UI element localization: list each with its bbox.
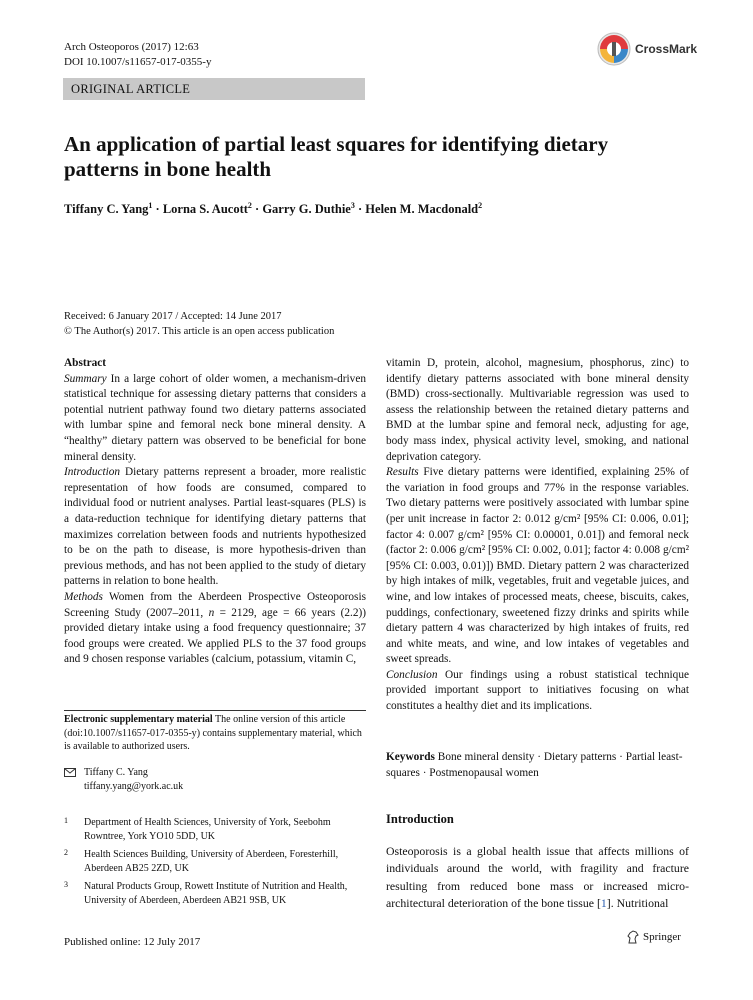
- keywords-label: Keywords: [386, 751, 435, 763]
- correspondence: [64, 766, 183, 793]
- author-name[interactable]: Lorna S. Aucott: [162, 202, 248, 217]
- supplementary-material-note: [64, 710, 366, 754]
- abstract-right-column: [386, 356, 689, 715]
- methods-text: Women from the Aberdeen Prospective Osteoporosis Screening Study (2007–2011,: [64, 590, 366, 619]
- author-list: Tiffany C. Yang$^1$ · Lorna S. Aucott$^2$ · Garry G. Duthie$^3$ · Helen M. Macdonald$^2$: [64, 201, 483, 217]
- summary-text: In a large cohort of older women, a mechanism-driven statistical technique for assessing dietary patterns that considers a potential nutrient pathway found two dietary patterns associated with lumbar spine and femoral neck bone mineral density. A “healthy” dietary pattern was observed to be beneficial for bone mineral density.: [64, 372, 366, 463]
- doi-line: DOI 10.1007/s11657-017-0355-y: [64, 56, 212, 68]
- affiliation-number: 3: [64, 880, 68, 889]
- article-type-banner: ORIGINAL ARTICLE: [63, 78, 365, 100]
- author-name[interactable]: Garry G. Duthie: [262, 202, 351, 217]
- crossmark-badge[interactable]: [597, 31, 717, 67]
- methods-text-continued: = 2129, age = 66 years (2.2)) provided dietary intake using a food frequency questionnaire; 37 food groups were created. We applied PLS to the 37 food groups and 9 chosen response variables (calcium, potassium, vitamin C,: [64, 606, 366, 666]
- introduction-paragraph: Osteoporosis is a global health issue that affects millions of individuals around the world, with fragility and fracture resulting from reduced bone mass or increased micro-architectural deterioration of the bone tissue [: [386, 844, 689, 910]
- copyright-notice: © The Author(s) 2017. This article is an open access publication: [64, 326, 335, 337]
- affiliation-item: [64, 816, 366, 843]
- affiliation-text: Department of Health Sciences, University of York, Seebohm Rowntree, York YO10 5DD, UK: [84, 817, 331, 842]
- keywords-text: Bone mineral density · Dietary patterns · Partial least-squares · Postmenopausal women: [386, 751, 683, 779]
- keywords: [386, 750, 689, 781]
- correspondence-email[interactable]: tiffany.yang@york.ac.uk: [84, 780, 184, 792]
- methods-n: n: [208, 606, 215, 619]
- abstract-results: [386, 465, 689, 668]
- received-accepted: Received: 6 January 2017 / Accepted: 14 June 2017: [64, 311, 282, 322]
- results-text: Five dietary patterns were identified, explaining 25% of the variation in food groups and 77% in the response variables. Two dietary patterns were positively associated with lumbar spine (per unit increase in factor 2: 0.012 g/cm² [95% CI: 0.006, 0.01]; factor 4: 0.007 g/cm² [95% CI: 0.00001, 0.01]) and femoral neck (factor 2: 0.006 g/cm² [95% CI: 0.002, 0.01]; factor 4: 0.008 g/cm² [95% CI: 0.003, 0.01)]) BMD. Dietary pattern 2 was characterized by high intakes of milk, vegetables, fruit and vegetable juices, and wine, and low intakes of processed meats, cheese, biscuits, cakes, puddings, confectionary, sweetened fizzy drinks and spirits while dietary pattern 4 was characterized by high intakes of fruits, red and white meats, and wine, and low intakes of vegetables and sweet spreads.: [386, 466, 689, 666]
- abstract-introduction: [64, 465, 366, 590]
- affiliation-item: [64, 848, 366, 875]
- journal-header: [64, 40, 211, 70]
- abstract-summary: [64, 372, 366, 466]
- author-affiliation-ref: 3: [350, 201, 355, 210]
- introduction-heading: Introduction: [386, 812, 454, 826]
- correspondence-name: Tiffany C. Yang: [84, 767, 148, 778]
- author-name[interactable]: Tiffany C. Yang: [64, 202, 149, 217]
- author-affiliation-ref: 2: [247, 201, 252, 210]
- esm-text-end: ) contains supplementary material, which is available to authorized users.: [64, 727, 362, 752]
- citation-link[interactable]: 1: [600, 895, 607, 910]
- envelope-icon: [64, 768, 76, 777]
- results-label: Results: [386, 466, 419, 479]
- introduction-label: Introduction: [64, 466, 121, 479]
- esm-label: Electronic supplementary material: [64, 714, 213, 725]
- introduction-text: Dietary patterns represent a broader, more realistic representation of how foods are consumed, compared to individual food or nutrient analyses. Partial least-squares (PLS) is a data-reduction technique for identifying dietary patterns that maximizes correlation between foods and nutrients hypothesized to be on the path to disease, is more hypothesis-driven than previous methods, and has not been applied to the study of dietary patterns in relation to bone health.: [64, 466, 367, 588]
- affiliation-number: 2: [64, 848, 68, 857]
- esm-text: The online version of this article (doi:: [64, 714, 346, 739]
- author-affiliation-ref: 1: [148, 201, 153, 210]
- article-title: An application of partial least squares for identifying dietary patterns in bone health: [64, 132, 609, 181]
- affiliation-item: [64, 880, 366, 907]
- esm-doi-link[interactable]: 10.1007/s11657-017-0355-y: [82, 727, 197, 739]
- introduction-body: [386, 843, 689, 912]
- conclusion-text: Our findings using a robust statistical technique provided important support to initiatives focusing on what constitutes a healthy diet and its implications.: [386, 668, 689, 713]
- introduction-paragraph-end: ]. Nutritional: [606, 895, 669, 910]
- crossmark-label: CrossMark: [635, 42, 698, 56]
- crossmark-icon: [597, 32, 631, 66]
- abstract-conclusion: [386, 668, 689, 715]
- summary-label: Summary: [64, 372, 107, 385]
- publisher-logo: [626, 930, 681, 944]
- published-online: Published online: 12 July 2017: [64, 936, 201, 948]
- author-affiliation-ref: 2: [478, 201, 483, 210]
- springer-horse-icon: [626, 930, 640, 944]
- methods-label: Methods: [64, 590, 103, 603]
- abstract-methods: [64, 590, 366, 668]
- publisher-name: Springer: [643, 931, 681, 943]
- author-name[interactable]: Helen M. Macdonald: [365, 202, 479, 217]
- journal-citation: Arch Osteoporos (2017) 12:63: [64, 41, 199, 53]
- abstract-left-column: [64, 356, 366, 668]
- conclusion-label: Conclusion: [386, 668, 438, 681]
- affiliation-text: Health Sciences Building, University of Aberdeen, Foresterhill, Aberdeen AB25 2ZD, UK: [84, 849, 339, 874]
- abstract-heading: Abstract: [64, 357, 107, 369]
- methods-text-continued: vitamin D, protein, alcohol, magnesium, phosphorus, zinc) to identify dietary patterns associated with bone mineral density (BMD) cross-sectionally. Multivariable regression was used to assess the relationship between the retained dietary patterns and BMD at the lumbar spine and femoral neck, adjusting for age, body mass index, physical activity level, smoking, and national deprivation category.: [386, 357, 689, 463]
- affiliation-text: Natural Products Group, Rowett Institute of Nutrition and Health, University of Aberdeen, Aberdeen AB21 9SB, UK: [84, 881, 348, 906]
- article-dates: [64, 309, 334, 339]
- abstract-methods-continued: [386, 356, 689, 465]
- affiliation-number: 1: [64, 816, 68, 825]
